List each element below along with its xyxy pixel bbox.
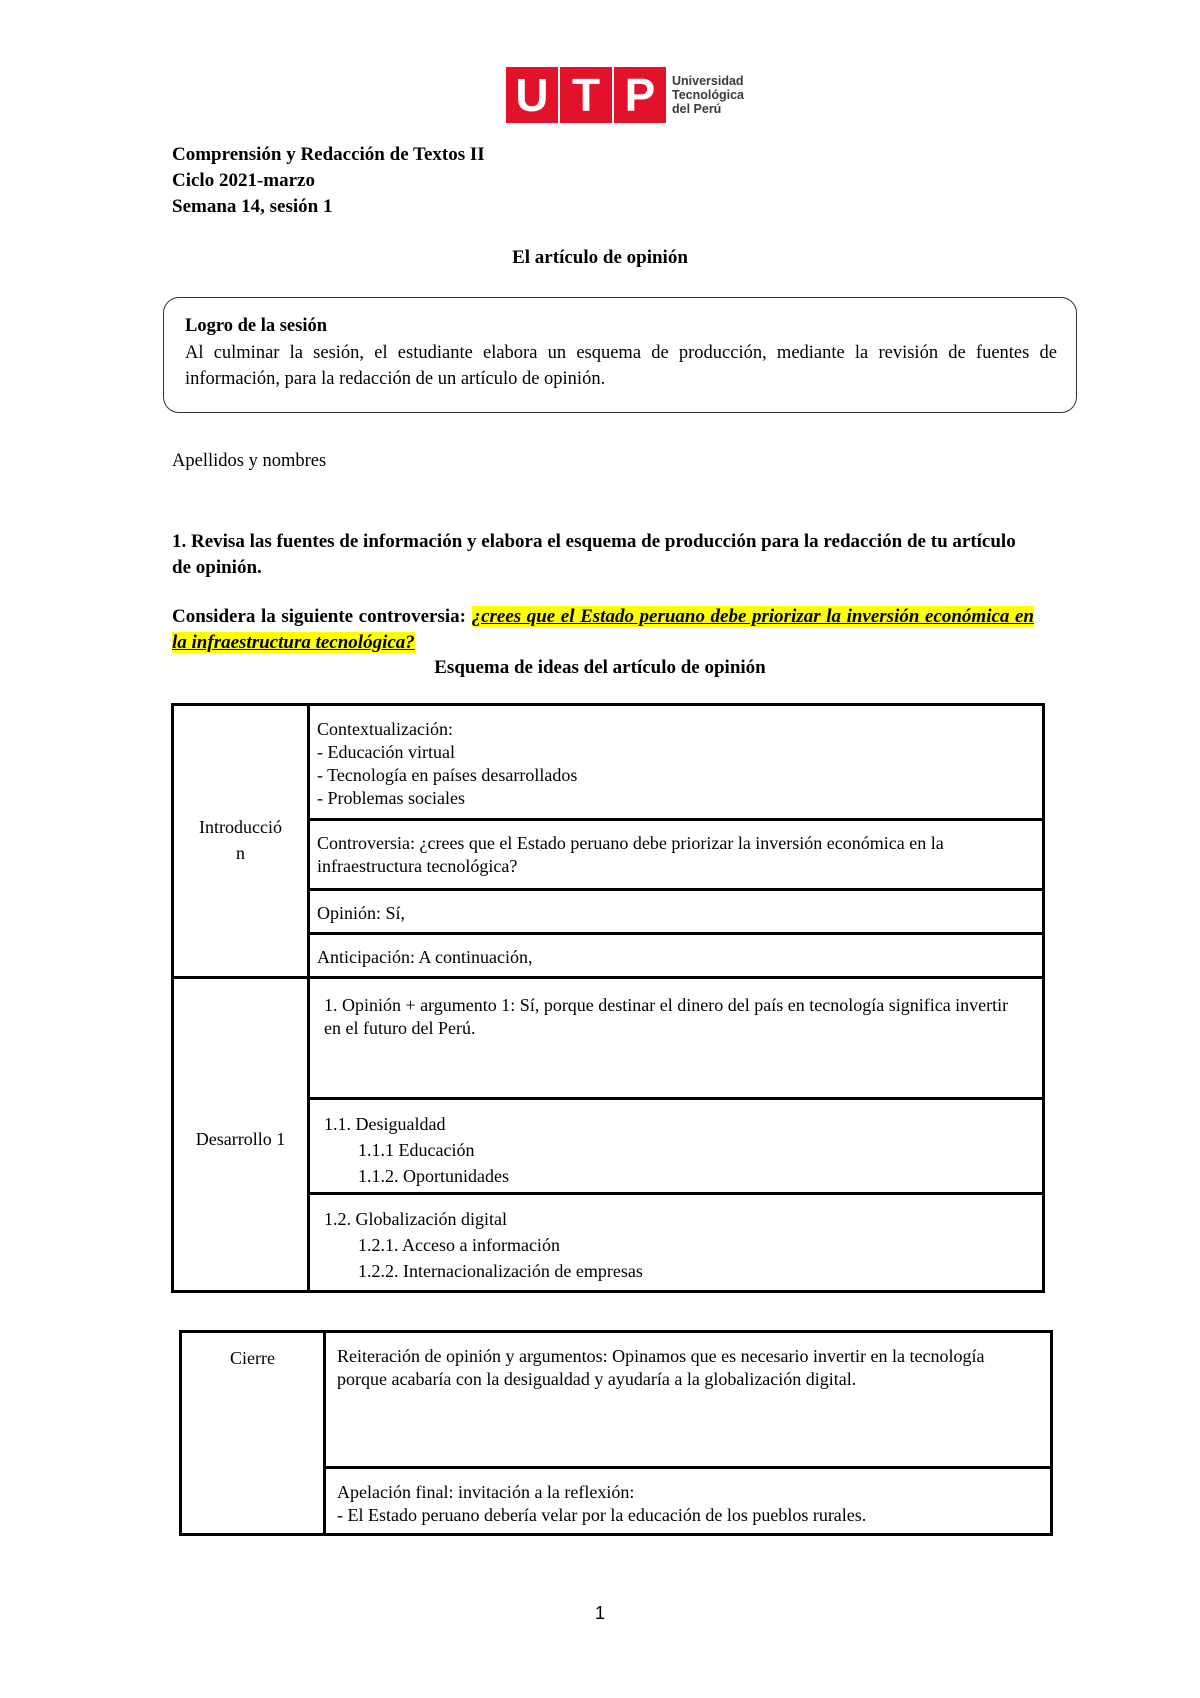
cycle-label: Ciclo 2021-marzo: [172, 170, 315, 191]
list-item: 1.2.2. Internacionalización de empresas: [358, 1261, 643, 1281]
desarrollo-label: Desarrollo 1: [195, 1129, 286, 1149]
logro-title: Logro de la sesión: [185, 316, 328, 336]
desarrollo-sub2-cell: 1.2. Globalización digital 1.2.1. Acceso a información 1.2.2. Internacionalización de empresas: [324, 1206, 1024, 1284]
scheme-title: Esquema de ideas del artículo de opinión: [434, 657, 766, 678]
logo-university-name: Universidad Tecnológica del Perú: [672, 74, 745, 116]
cierre-apelacion-cell: Apelación final: invitación a la reflexión: - El Estado peruano debería velar por la educación de los pueblos rurales.: [337, 1481, 1037, 1527]
name-label: Apellidos y nombres: [172, 451, 327, 471]
logo-letter-p: P: [624, 69, 656, 121]
intro-anticipacion-cell: Anticipación: A continuación,: [317, 947, 533, 967]
desarrollo-argument-cell: 1. Opinión + argumento 1: Sí, porque destinar el dinero del país en tecnología significa invertir en el futuro del Perú.: [324, 995, 1009, 1038]
document-title: El artículo de opinión: [512, 247, 688, 268]
session-label: Semana 14, sesión 1: [172, 196, 333, 217]
logo-letter-u: U: [515, 69, 549, 121]
intro-controversia-cell: Controversia: ¿crees que el Estado peruano debe priorizar la inversión económica en la infraestructura tecnológica?: [317, 833, 944, 876]
intro-label: Introducció n: [199, 817, 282, 863]
instruction: 1. Revisa las fuentes de información y elabora el esquema de producción para la redacción de tu artículo de opinión.: [172, 531, 1016, 578]
scheme-table: [171, 703, 1045, 1293]
course-title: Comprensión y Redacción de Textos II: [172, 144, 485, 165]
cierre-label: Cierre: [230, 1348, 275, 1368]
cierre-reiteracion-cell: Reiteración de opinión y argumentos: Opinamos que es necesario invertir en la tecnología porque acabaría con la desigualdad y ayudaría a la globalización digital.: [337, 1346, 985, 1389]
list-item: - Tecnología en países desarrollados: [317, 765, 578, 785]
controversy-question: ¿crees que el Estado peruano debe priorizar la inversión económica en la infraestructura tecnológica?: [172, 606, 1034, 653]
list-item: - Problemas sociales: [317, 788, 465, 808]
utp-logo: [506, 67, 746, 123]
list-item: 1.1.2. Oportunidades: [358, 1166, 509, 1186]
intro-opinion-cell: Opinión: Sí,: [317, 903, 406, 923]
desarrollo-sub1-cell: 1.1. Desigualdad 1.1.1 Educación 1.1.2. Oportunidades: [324, 1111, 1024, 1189]
list-item: 1.2.1. Acceso a información: [358, 1235, 560, 1255]
list-item: - El Estado peruano debería velar por la educación de los pueblos rurales.: [337, 1505, 867, 1525]
logro-text: Al culminar la sesión, el estudiante elabora un esquema de producción, mediante la revisión de fuentes de información, para la redacción de un artículo de opinión.: [185, 343, 1057, 389]
cierre-table: [179, 1330, 1053, 1536]
logo-letter-t: T: [571, 69, 601, 121]
intro-context-cell: Contextualización: - Educación virtual - Tecnología en países desarrollados - Problemas sociales: [317, 718, 1027, 810]
page-number: 1: [594, 1603, 605, 1623]
list-item: 1.1.1 Educación: [358, 1140, 475, 1160]
logro-box: [163, 297, 1077, 413]
controversy-label: Considera la siguiente controversia:: [172, 606, 466, 627]
list-item: - Educación virtual: [317, 742, 455, 762]
controversy-paragraph: [172, 604, 1034, 656]
